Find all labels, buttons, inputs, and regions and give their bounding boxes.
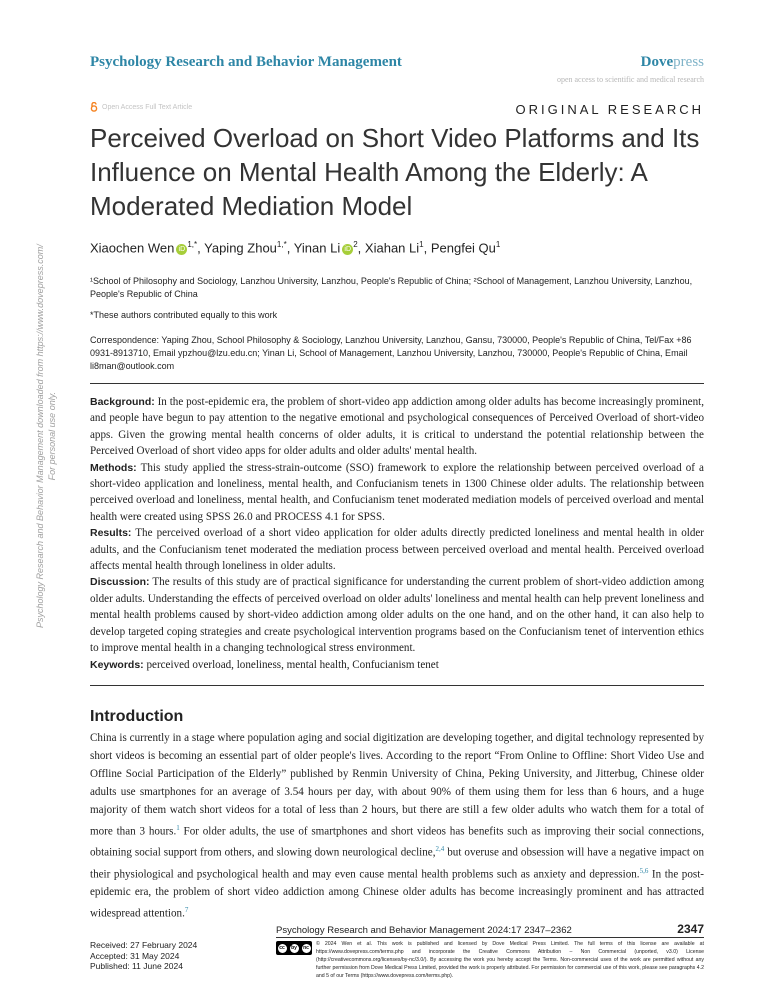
article-type: ORIGINAL RESEARCH: [515, 102, 704, 117]
download-watermark: [34, 244, 58, 628]
equal-contribution-note: *These authors contributed equally to this work: [90, 310, 278, 320]
body-text: For older adults, the use of smartphones and short videos has benefits such as improving their social connections, obtaining social support from others, and slowing down neurological decline,: [90, 825, 704, 859]
author-separator: ,: [357, 240, 362, 256]
author-affiliation-marker: 1,*: [276, 240, 287, 249]
cc-icon: cc: [279, 944, 285, 951]
author-affiliation-marker: 1: [495, 240, 501, 249]
by-icon: by: [291, 944, 297, 951]
journal-name: Psychology Research and Behavior Management: [90, 54, 402, 70]
author-affiliation-marker: 2: [353, 240, 358, 249]
accepted-date: Accepted: 31 May 2024: [90, 950, 180, 961]
watermark-line: Psychology Research and Behavior Management downloaded from https://www.dovepress.com/: [35, 244, 45, 628]
orcid-icon[interactable]: iD: [342, 244, 353, 255]
author-affiliation-marker: 1: [419, 240, 424, 249]
article-title: Perceived Overload on Short Video Platforms and Its Influence on Mental Health Among the Elderly: A Moderated Mediation Model: [90, 123, 700, 221]
page-number: 2347: [677, 922, 704, 936]
open-access-icon: [90, 102, 98, 112]
introduction-body: [90, 730, 704, 924]
publication-dates: [90, 940, 197, 972]
author-name[interactable]: Xiaochen Wen: [90, 240, 175, 256]
divider: [276, 937, 704, 938]
author-separator: ,: [197, 240, 201, 256]
watermark-line: For personal use only.: [47, 391, 57, 481]
abstract-text: The results of this study are of practical significance for understanding the current problem of short-video addiction among older adults. Understanding the effects of perceived overload on older adults' loneliness and mental health can help prevent loneliness and mental health problems caused by short-video addiction among older adults on the one hand, and on the other hand, it can also help to develop targeted coping strategies and create psychological intervention programs based on the Confucianism tenet of intervention ethics to improve mental health in a changing technological stress environment.: [90, 576, 704, 655]
abstract-text: The perceived overload of a short video application for older adults directly predicted loneliness and mental health in older adults, and the Confucianism tenet moderated the mediation process between perceived overload and mental health. Perceived overload affects mental health through loneliness in older adults.: [90, 527, 704, 573]
abstract-results: [90, 525, 704, 574]
publisher-logo[interactable]: [641, 54, 704, 71]
body-text: In the post-epidemic era, the problem of short video addiction among Chinese older adults has become increasingly prominent and has attracted widespread attention.: [90, 868, 704, 920]
author-separator: ,: [423, 240, 428, 256]
open-access-label: [90, 102, 192, 112]
abstract-background: [90, 394, 704, 460]
publisher-brand: Dove: [640, 54, 674, 70]
body-text: but overuse and obsession will have a negative impact on their physiological and psychological health and may even cause mental health problems such as anxiety and depression.: [90, 846, 704, 881]
abstract-methods: [90, 460, 704, 526]
creative-commons-badge[interactable]: [276, 941, 312, 955]
author-name[interactable]: Xiahan Li: [364, 240, 420, 256]
citation-link[interactable]: 1: [176, 823, 180, 832]
license-text: © 2024 Wen et al. This work is published and licensed by Dove Medical Press Limited. The full terms of this license are available at https://www.dovepress.com/terms.php and incorporate the Creative Commons Attribution – Non Commercial (unported, v3.0) License (http://creativecommons.org/licenses/by-nc/3.0/). By accessing the work you hereby accept the Terms. Non-commercial uses of the work are permitted without any further permission from Dove Medical Press Limited, provided the work is properly attributed. For permission for commercial use of this work, please see paragraphs 4.2 and 5 of our Terms (https://www.dovepress.com/terms.php).: [316, 941, 704, 979]
section-label: Discussion:: [90, 576, 150, 589]
author-name[interactable]: Pengfei Qu: [430, 240, 496, 256]
author-list: [90, 240, 500, 255]
section-label: Background:: [90, 396, 155, 408]
abstract-keywords: [90, 657, 704, 673]
author-affiliation-marker: 1,*: [187, 240, 198, 249]
author-separator: ,: [286, 240, 291, 256]
body-text: China is currently in a stage where population aging and social digitization are developing together, and digital technology represented by short videos is becoming an essential part of older people's lives. According to the report “From Online to Offline: Short Video Use and Offline Social Participation of the Elderly” published by Renmin University of China, Peking University, and Jitterbug, Chinese older adults use smartphones for an average of 3.54 hours per day, with about 90% of them using them for less than 6 hours, and a huge majority of them watch short videos for a total of less than 2 hours, but there are still a few older adults who watch them for a total of more than 3 hours.: [90, 732, 704, 838]
publisher-tagline: open access to scientific and medical research: [556, 75, 704, 84]
orcid-icon[interactable]: iD: [176, 244, 187, 255]
section-label: Methods:: [90, 461, 137, 474]
publisher-brand-suffix: press: [673, 54, 704, 70]
affiliations: ¹School of Philosophy and Sociology, Lanzhou University, Lanzhou, People's Republic of China; ²School of Management, Lanzhou University, Lanzhou, People's Republic of China: [90, 276, 693, 299]
section-heading: Introduction: [90, 708, 184, 725]
received-date: Received: 27 February 2024: [90, 940, 198, 950]
footer-citation: Psychology Research and Behavior Management 2024:17 2347–2362: [276, 925, 572, 936]
keywords-text: perceived overload, loneliness, mental health, Confucianism tenet: [146, 658, 439, 671]
abstract-text: This study applied the stress-strain-outcome (SSO) framework to explore the relationship between perceived overload of a short-video application and loneliness, mental health, and Confucianism tenets in 1300 Chinese older adults. The relationship between perceived overload and loneliness, mental health, and Confucianism tenet moderated mediation models of perceived overload and mental health were created using SPSS 26.0 and PROCESS 4.1 for SPSS.: [90, 461, 704, 523]
abstract-discussion: [90, 574, 704, 656]
divider: [90, 685, 704, 686]
open-access-text: Open Access Full Text Article: [102, 103, 193, 111]
section-label: Results:: [90, 527, 132, 540]
abstract: [90, 394, 704, 673]
author-name[interactable]: Yinan Li: [293, 240, 341, 256]
nc-icon: nc: [303, 944, 309, 951]
section-label: Keywords:: [90, 658, 144, 671]
citation-link[interactable]: 7: [184, 906, 189, 915]
citation-link[interactable]: 2,4: [435, 845, 445, 854]
divider: [90, 383, 704, 384]
correspondence: Correspondence: Yaping Zhou, School Philosophy & Sociology, Lanzhou University, Lanzhou, Gansu, 730000, People's Republic of China, Tel/Fax +86 0931-8913710, Email ypzhou@lzu.edu.cn; Yinan Li, School of Management, Lanzhou University, Lanzhou, 730000, People's Republic of China, Email li8man@outlook.com: [90, 335, 692, 371]
published-date: Published: 11 June 2024: [90, 961, 183, 971]
citation-link[interactable]: 5,6: [639, 866, 649, 875]
author-name[interactable]: Yaping Zhou: [204, 240, 277, 256]
abstract-text: In the post-epidemic era, the problem of short-video app addiction among older adults has become increasingly prominent, and people have begun to pay attention to the negative emotional and psychological consequences of Perceived Overload of short-video apps. Given the growing mental health concerns of older adults, it is critical to understand the potential relationship between the Perceived Overload of short video apps for older adults and older adults' mental health.: [90, 396, 704, 458]
